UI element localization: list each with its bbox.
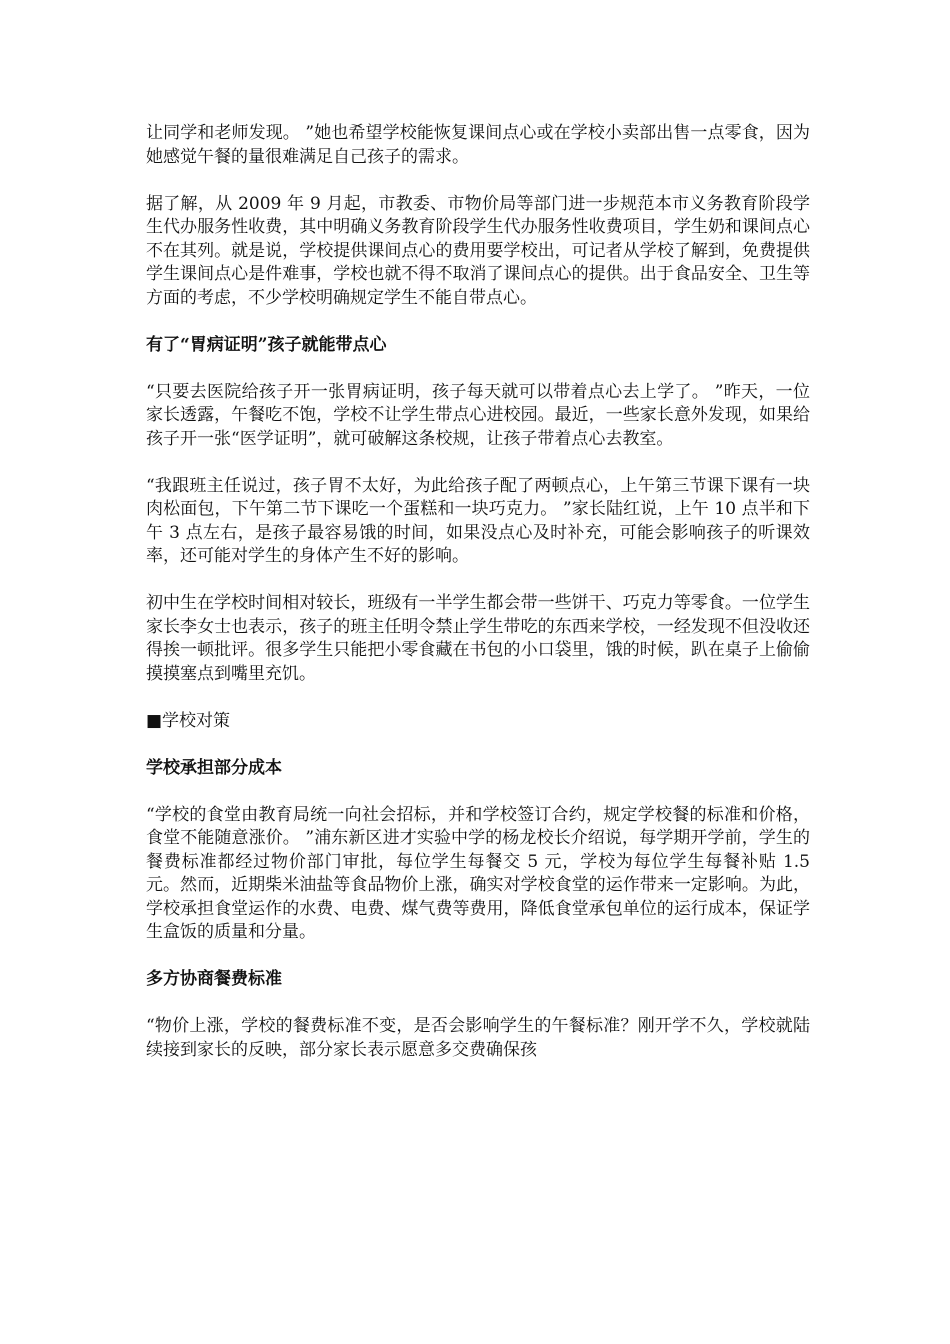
paragraph-5: 初中生在学校时间相对较长，班级有一半学生都会带一些饼干、巧克力等零食。一位学生家长李女士也表示，孩子的班主任明令禁止学生带吃的东西来学校，一经发现不但没收还得挨一顿批评。很多学生只能把小零食藏在书包的小口袋里，饿的时候，趴在桌子上偷偷摸摸塞点到嘴里充饥。 [146,593,810,684]
section-marker-school-measures: ■学校对策 [146,710,231,731]
document-page [146,122,810,1086]
paragraph-7: “物价上涨，学校的餐费标准不变，是否会影响学生的午餐标准？刚开学不久，学校就陆续接到家长的反映，部分家长表示愿意多交费确保孩 [146,1016,810,1060]
paragraph-3: “只要去医院给孩子开一张胃病证明，孩子每天就可以带着点心去上学了。 ”昨天，一位家长透露，午餐吃不饱，学校不让学生带点心进校园。最近，一些家长意外发现，如果给孩子开一张“医学证明”，就可破解这条校规，让孩子带着点心去教室。 [146,381,810,449]
paragraph-1: 让同学和老师发现。 ”她也希望学校能恢复课间点心或在学校小卖部出售一点零食，因为她感觉午餐的量很难满足自己孩子的需求。 [146,123,810,167]
paragraph-6: “学校的食堂由教育局统一向社会招标，并和学校签订合约，规定学校餐的标准和价格，食堂不能随意涨价。 ”浦东新区进才实验中学的杨龙校长介绍说，每学期开学前，学生的餐费标准都经过物价部门审批，每位学生每餐交 5 元，学校为每位学生每餐补贴 1.5 元。然而，近期柴米油盐等食品物价上涨，确实对学校食堂的运作带来一定影响。为此，学校承担食堂运作的水费、电费、煤气费等费用，降低食堂承包单位的运行成本，保证学生盒饭的质量和分量。 [146,804,810,942]
paragraph-2: 据了解，从 2009 年 9 月起，市教委、市物价局等部门进一步规范本市义务教育阶段学生代办服务性收费，其中明确义务教育阶段学生代办服务性收费项目，学生奶和课间点心不在其列。就是说，学校提供课间点心的费用要学校出，可记者从学校了解到，免费提供学生课间点心是件难事，学校也就不得不取消了课间点心的提供。出于食品安全、卫生等方面的考虑，不少学校明确规定学生不能自带点心。 [146,193,810,308]
paragraph-4: “我跟班主任说过，孩子胃不太好，为此给孩子配了两顿点心，上午第三节课下课有一块肉松面包，下午第二节下课吃一个蛋糕和一块巧克力。 ”家长陆红说，上午 10 点半和下午 3 点左右，是孩子最容易饿的时间，如果没点心及时补充，可能会影响孩子的听课效率，还可能对学生的身体产生不好的影响。 [146,475,810,566]
heading-stomach-certificate: 有了“胃病证明”孩子就能带点心 [146,334,387,355]
heading-school-costs: 学校承担部分成本 [146,757,282,778]
heading-meal-fee-standard: 多方协商餐费标准 [146,969,282,989]
